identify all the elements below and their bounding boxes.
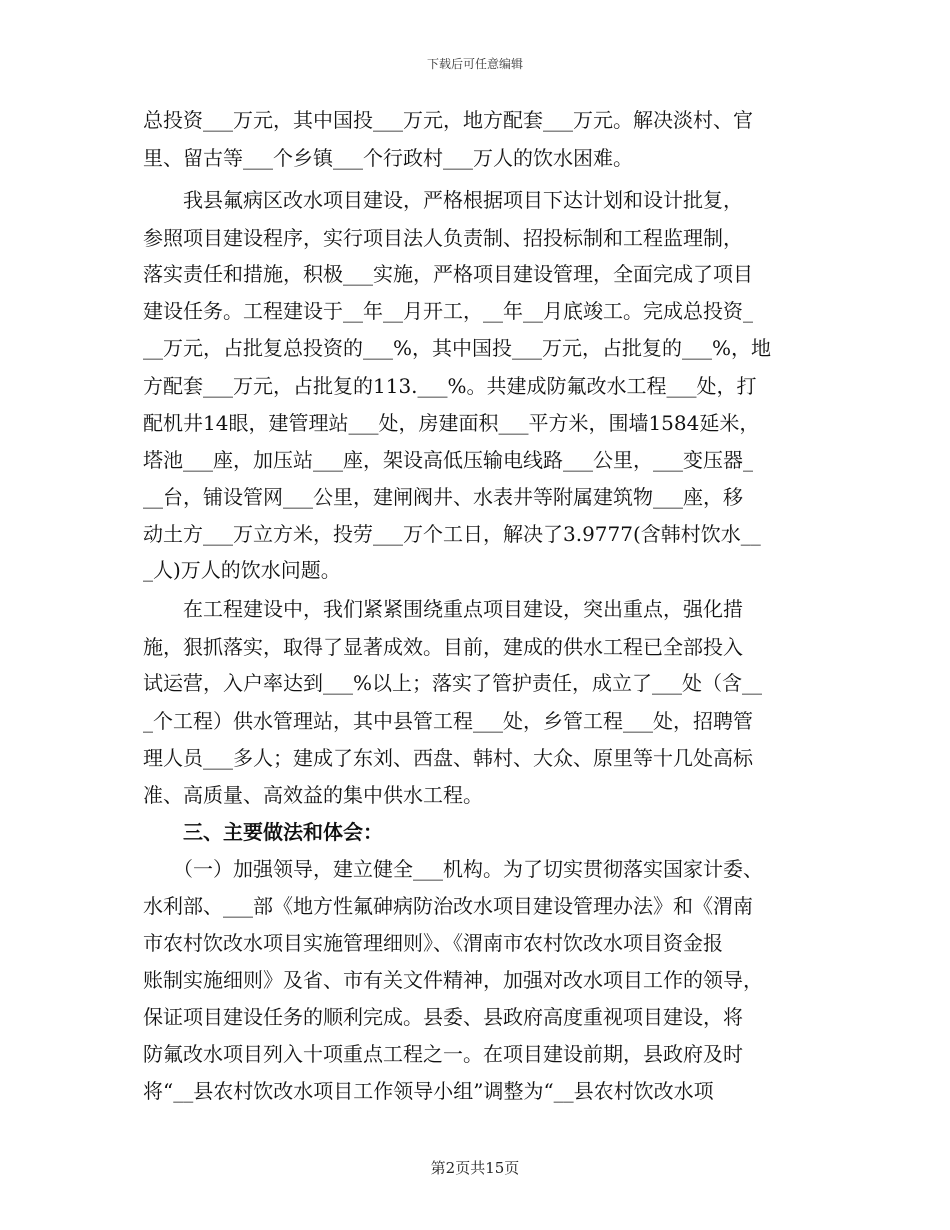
text-line: （一）加强领导，建立健全___机构。为了切实贯彻落实国家计委、 [143, 857, 763, 881]
text-line: 里、留古等___个乡镇___个行政村___万人的饮水困难。 [143, 146, 633, 170]
page-header: 下载后可任意编辑 [426, 57, 523, 71]
text-line: 在工程建设中，我们紧紧围绕重点项目建设，突出重点，强化措 [143, 597, 743, 621]
text-line: 账制实施细则》及省、市有关文件精神，加强对改水项目工作的领导， [143, 968, 763, 992]
text-line: 总投资___万元，其中国投___万元，地方配套___万元。解决淡村、官 [143, 108, 753, 132]
text-line: 动土方___万立方米，投劳___万个工日，解决了3.9777(含韩村饮水__ [143, 522, 761, 546]
text-line: 防氟改水项目列入十项重点工程之一。在项目建设前期，县政府及时 [143, 1042, 743, 1066]
text-line: 试运营，入户率达到___%以上；落实了管护责任，成立了___处（含__ [143, 671, 763, 695]
text-line: 塔池___座，加压站___座，架设高低压输电线路___公里，___变压器_ [143, 448, 753, 472]
text-line: __台，铺设管网___公里，建闸阀井、水表井等附属建筑物___座，移 [143, 485, 743, 509]
text-line: _人)万人的饮水问题。 [143, 558, 341, 582]
text-line: 市农村饮改水项目实施管理细则》、《渭南市农村饮改水项目资金报 [143, 931, 723, 955]
text-line: 参照项目建设程序，实行项目法人负责制、招投标制和工程监理制， [143, 226, 743, 250]
text-line: 将“__县农村饮改水项目工作领导小组”调整为“__县农村饮改水项 [143, 1079, 714, 1103]
text-line: 配机井14眼，建管理站___处，房建面积___平方米，围墙1584延米， [143, 411, 760, 435]
section-heading: 三、主要做法和体会： [143, 820, 383, 844]
text-line: 水利部、___部《地方性氟砷病防治改水项目建设管理办法》和《渭南 [143, 894, 753, 918]
text-line: 我县氟病区改水项目建设，严格根据项目下达计划和设计批复， [143, 188, 743, 212]
page-number: 第2页共15页 [430, 1159, 520, 1177]
text-line: __万元，占批复总投资的___%，其中国投___万元，占批复的___%，地 [143, 336, 772, 360]
text-line: _个工程）供水管理站，其中县管工程___处，乡管工程___处，招聘管 [143, 709, 753, 733]
text-line: 准、高质量、高效益的集中供水工程。 [143, 783, 483, 807]
text-line: 落实责任和措施，积极___实施，严格项目建设管理，全面完成了项目 [143, 262, 753, 286]
text-line: 建设任务。工程建设于__年__月开工，__年__月底竣工。完成总投资_ [143, 299, 753, 323]
text-line: 保证项目建设任务的顺利完成。县委、县政府高度重视项目建设，将 [143, 1005, 743, 1029]
text-line: 方配套___万元，占批复的113.___%。共建成防氟改水工程___处，打 [143, 374, 757, 398]
text-line: 理人员___多人；建成了东刘、西盘、韩村、大众、原里等十几处高标 [143, 746, 753, 770]
text-line: 施，狠抓落实，取得了显著成效。目前，建成的供水工程已全部投入 [143, 635, 743, 659]
